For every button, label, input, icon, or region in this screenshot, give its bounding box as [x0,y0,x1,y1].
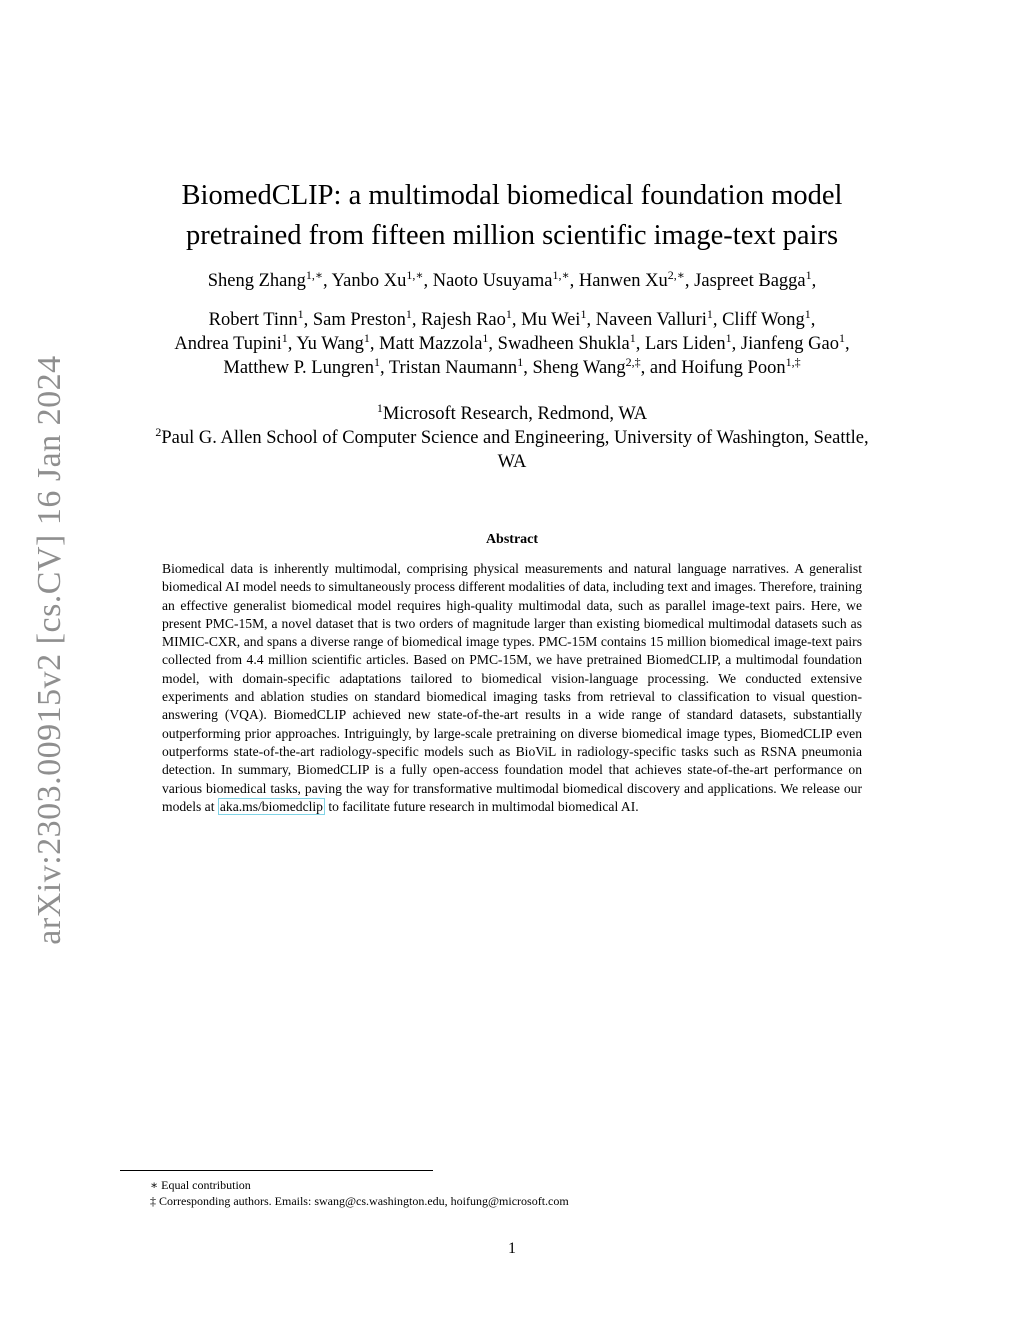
author-name: Yu Wang [296,334,364,354]
author-line: Sheng Zhang$^{1,∗}$, Yanbo $Xu^{1,∗}$, Naoto Usuyama$^{1,∗}$, Hanwen $Xu^{2,∗}$, Jaspreet Bagga$^1$, [207,268,817,291]
affiliation-continuation: WA [497,452,527,472]
author-affil-mark: 2,∗ [667,268,685,282]
author-name: Matthew P. Lungren [223,358,374,378]
author-name: Mu Wei [521,310,581,330]
author-name: Hoifung Poon [681,358,786,378]
author-name: Sam Preston [312,310,406,330]
author-name: Andrea Tupini [174,334,282,354]
author-affil-mark: 1 [725,331,732,345]
affiliation-text: Microsoft Research, Redmond, WA [382,404,648,424]
author-affil-mark: 2,‡ [625,355,641,369]
author-affil-mark: 1 [363,331,370,345]
author-name: Sheng Zhang [207,271,306,291]
author-name: Yanbo Xu [331,271,407,291]
author-affil-mark: 1,∗ [552,268,570,282]
footnote-corresponding-authors: ‡ Corresponding authors. Emails: swang@cs.washington.edu, hoifung@microsoft.com [150,1194,569,1208]
affiliation-list [0,402,1024,474]
author-affil-mark: 1,∗ [406,268,424,282]
author-affil-mark: 1,∗ [305,268,324,282]
author-affil-mark: 1 [297,307,304,321]
biomedclip-link[interactable]: aka.ms/biomedclip [219,798,323,814]
abstract-text-end: to facilitate future research in multimodal biomedical AI. [324,798,639,814]
author-affil-mark: 1 [805,268,812,282]
abstract-text-main: Biomedical data is inherently multimodal, comprising physical measurements and natural language narratives. A generalist biomedical AI model needs to simultaneously process different modalities of data, including text and images. Therefore, training an effective generalist biomedical model requires high-quality multimodal data, such as parallel image-text pairs. Here, we present PMC-15M, a novel dataset that is two orders of magnitude larger than existing biomedical multimodal datasets such as MIMIC-CXR, and spans a diverse range of biomedical image types. PMC-15M contains 15 million biomedical image-text pairs collected from 4.4 million scientific articles. Based on PMC-15M, we have pretrained BiomedCLIP, a multimodal foundation model, with domain-specific adaptations tailored to biomedical vision-language processing. We conducted extensive experiments and ablation studies on standard biomedical imaging tasks from retrieval to classification to visual question-answering (VQA). BiomedCLIP achieved new state-of-the-art results in a wide range of standard datasets, substantially outperforming prior approaches. Intriguingly, by large-scale pretraining on diverse biomedical image types, BiomedCLIP even outperforms state-of-the-art radiology-specific models such as BioViL in radiology-specific tasks such as RSNA pneumonia detection. In summary, BiomedCLIP is a fully open-access foundation model that achieves state-of-the-art performance on various biomedical tasks, paving the way for transformative multimodal biomedical discovery and applications. We release our models at [162,561,862,814]
affiliation-mark: 2 [155,425,162,439]
author-affil-mark: 1,‡ [785,355,801,369]
author-list [0,269,1024,380]
author-affil-mark: 1 [281,331,288,345]
author-name: Swadheen Shukla [497,334,630,354]
author-affil-mark: 1 [373,355,380,369]
author-affil-mark: 1 [482,331,489,345]
author-name: Rajesh Rao [421,310,506,330]
abstract-text [162,560,862,816]
author-affil-mark: 1 [580,307,587,321]
author-affil-mark: 1 [405,307,412,321]
author-line: Andrea Tupini$^1$, Yu Wang$^1$, Matt Mazzola$^1$, Swadheen Shukla$^1$, Lars Liden$^1$, Jianfeng Gao$^1$, [174,331,850,354]
author-line: Matthew P. Lungren$^1$, Tristan Naumann$^1$, Sheng Wang$^{2,\ddagger}$, and Hoifung Poon$^{1,\ddagger}$ [223,355,801,378]
affiliation-mark: 1 [376,401,383,415]
author-name: Hanwen Xu [578,271,668,291]
paper-title [0,176,1024,256]
author-name: Jaspreet Bagga [694,271,806,291]
author-name: Cliff Wong [722,310,805,330]
author-name: Jianfeng Gao [740,334,839,354]
affiliation [0,402,1024,426]
author-affil-mark: 1 [629,331,636,345]
footnote-equal-contribution: ∗ Equal contribution [150,1178,251,1192]
author-name: Robert Tinn [208,310,298,330]
author-name: Naoto Usuyama [432,271,553,291]
author-affil-mark: 1 [839,331,845,345]
arxiv-identifier-stamp: arXiv:2303.00915v2 [cs.CV] 16 Jan 2024 [31,355,68,945]
footnotes [150,1177,569,1209]
abstract-heading: Abstract [485,532,539,547]
author-name: Matt Mazzola [379,334,483,354]
author-affil-mark: 1 [804,307,811,321]
page-number: 1 [508,1240,516,1257]
author-affil-mark: 1 [517,355,524,369]
author-name: Naveen Valluri [595,310,707,330]
author-line: Robert Tinn$^1$, Sam Preston$^1$, Rajesh Rao$^1$, Mu Wei$^1$, Naveen Valluri$^1$, Cliff Wong$^1$, [208,307,816,330]
title-line-1: BiomedCLIP: a multimodal biomedical foundation model [181,180,843,211]
author-affil-mark: 1 [505,307,512,321]
title-line-2: pretrained from fifteen million scientific image-text pairs [185,220,839,251]
affiliation [0,426,1024,450]
author-name: Sheng Wang [532,358,626,378]
author-name: Lars Liden [644,334,726,354]
author-affil-mark: 1 [706,307,713,321]
affiliation-text: Paul G. Allen School of Computer Science and Engineering, University of Washington, Seattle, [161,428,869,448]
author-name: Tristan Naumann [388,358,518,378]
footnote-rule [120,1170,433,1171]
